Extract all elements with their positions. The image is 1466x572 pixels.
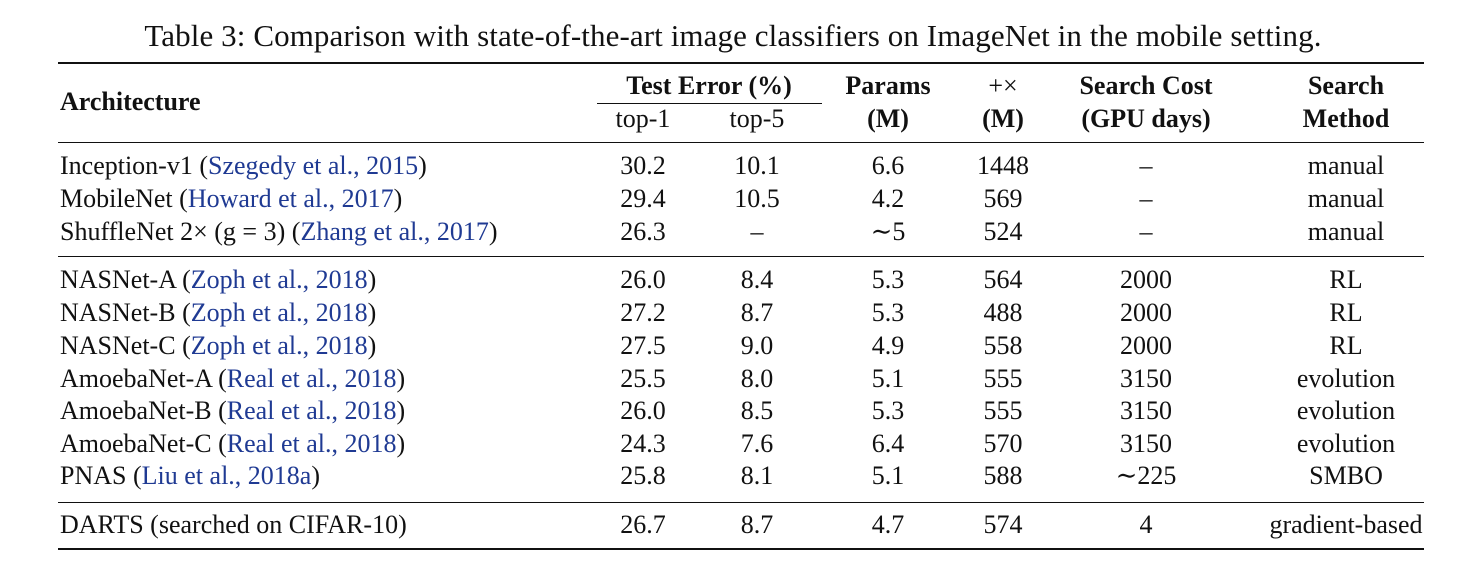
cell-multadds: 558 xyxy=(983,331,1023,360)
header-search-cost: Search Cost xyxy=(1079,71,1213,100)
row-architecture: AmoebaNet-C (Real et al., 2018) xyxy=(60,429,406,458)
cell-cost: 3150 xyxy=(1120,396,1172,425)
header-test-error: Test Error (%) xyxy=(626,71,792,100)
header-multadds: +× xyxy=(988,71,1018,100)
cell-top1: 27.2 xyxy=(620,298,666,327)
header-architecture: Architecture xyxy=(60,87,201,116)
citation-link[interactable]: Real et al., 2018 xyxy=(226,364,397,393)
cell-top5: – xyxy=(750,217,764,246)
row-architecture: NASNet-A (Zoph et al., 2018) xyxy=(60,265,377,294)
cell-multadds: 1448 xyxy=(977,151,1029,180)
cell-params: ∼5 xyxy=(870,217,906,246)
cell-top5: 8.4 xyxy=(740,265,774,294)
cell-multadds: 570 xyxy=(983,429,1023,458)
citation-link[interactable]: Zoph et al., 2018 xyxy=(190,331,368,360)
cell-cost: ∼225 xyxy=(1115,461,1177,490)
cell-multadds: 555 xyxy=(983,364,1023,393)
cell-top5: 7.6 xyxy=(740,429,774,458)
cell-method: gradient-based xyxy=(1269,510,1423,539)
header-top5: top-5 xyxy=(729,104,785,133)
cell-params: 4.9 xyxy=(871,331,905,360)
cell-method: manual xyxy=(1307,217,1385,246)
cell-top1: 25.5 xyxy=(620,364,666,393)
cell-cost: 2000 xyxy=(1120,265,1172,294)
cell-multadds: 564 xyxy=(983,265,1023,294)
cell-method: RL xyxy=(1329,265,1363,294)
cell-cost: 2000 xyxy=(1120,331,1172,360)
row-architecture: MobileNet (Howard et al., 2017) xyxy=(60,184,403,213)
architecture-name: Inception-v1 xyxy=(60,151,193,180)
group-rule-1 xyxy=(58,256,1424,257)
row-architecture: PNAS (Liu et al., 2018a) xyxy=(60,461,321,490)
architecture-name: PNAS xyxy=(60,461,127,490)
cell-top5: 8.0 xyxy=(740,364,774,393)
cell-multadds: 488 xyxy=(983,298,1023,327)
row-architecture: ShuffleNet 2× (g = 3) (Zhang et al., 2017) xyxy=(60,217,498,246)
cell-top5: 8.7 xyxy=(740,510,774,539)
cell-top1: 26.0 xyxy=(620,265,666,294)
row-architecture: NASNet-B (Zoph et al., 2018) xyxy=(60,298,377,327)
cell-method: manual xyxy=(1307,151,1385,180)
architecture-name: MobileNet xyxy=(60,184,173,213)
cell-top1: 27.5 xyxy=(620,331,666,360)
cell-top1: 26.0 xyxy=(620,396,666,425)
architecture-name: NASNet-A xyxy=(60,265,176,294)
row-architecture xyxy=(60,509,407,541)
cell-multadds: 574 xyxy=(983,510,1023,539)
header-rule xyxy=(58,142,1424,143)
header-search-method: Search xyxy=(1307,71,1385,100)
citation-link[interactable]: Szegedy et al., 2015 xyxy=(208,151,419,180)
architecture-name: NASNet-C xyxy=(60,331,176,360)
cell-params: 5.3 xyxy=(871,298,905,327)
cell-method: manual xyxy=(1307,184,1385,213)
architecture-name: DARTS (searched on CIFAR-10) xyxy=(60,510,407,539)
cell-params: 5.1 xyxy=(871,364,905,393)
cell-method: evolution xyxy=(1296,396,1396,425)
cell-top1: 26.3 xyxy=(620,217,666,246)
citation-link[interactable]: Real et al., 2018 xyxy=(226,429,397,458)
citation-link[interactable]: Zhang et al., 2017 xyxy=(300,217,489,246)
architecture-name: NASNet-B xyxy=(60,298,176,327)
cell-cost: 3150 xyxy=(1120,429,1172,458)
cell-method: RL xyxy=(1329,331,1363,360)
cell-cost: 2000 xyxy=(1120,298,1172,327)
cell-top5: 9.0 xyxy=(740,331,774,360)
table-caption: Table 3: Comparison with state-of-the-art image classifiers on ImageNet in the mobile setting. xyxy=(144,18,1322,53)
citation-link[interactable]: Real et al., 2018 xyxy=(226,396,397,425)
cell-multadds: 555 xyxy=(983,396,1023,425)
row-architecture: NASNet-C (Zoph et al., 2018) xyxy=(60,331,377,360)
cell-method: SMBO xyxy=(1309,461,1383,490)
cell-cost: 4 xyxy=(1139,510,1153,539)
cell-method: evolution xyxy=(1296,364,1396,393)
cell-params: 5.3 xyxy=(871,265,905,294)
cell-cost: – xyxy=(1139,151,1153,180)
row-architecture: AmoebaNet-B (Real et al., 2018) xyxy=(60,396,406,425)
cell-cost: 3150 xyxy=(1120,364,1172,393)
cell-top1: 26.7 xyxy=(620,510,666,539)
cell-params: 4.2 xyxy=(871,184,905,213)
citation-link[interactable]: Zoph et al., 2018 xyxy=(190,298,368,327)
cell-top1: 29.4 xyxy=(620,184,666,213)
cell-multadds: 524 xyxy=(983,217,1023,246)
header-multadds-unit: (M) xyxy=(982,104,1024,133)
cell-multadds: 569 xyxy=(983,184,1023,213)
citation-link[interactable]: Zoph et al., 2018 xyxy=(190,265,368,294)
architecture-name: AmoebaNet-B xyxy=(60,396,212,425)
header-top1: top-1 xyxy=(615,104,671,133)
header-search-cost-unit: (GPU days) xyxy=(1081,104,1211,133)
header-params: Params xyxy=(845,71,931,100)
architecture-name: AmoebaNet-C xyxy=(60,429,212,458)
architecture-name: AmoebaNet-A xyxy=(60,364,212,393)
cell-multadds: 588 xyxy=(983,461,1023,490)
cell-top1: 30.2 xyxy=(620,151,666,180)
cell-top5: 10.1 xyxy=(734,151,780,180)
cell-top5: 8.5 xyxy=(740,396,774,425)
cell-method: evolution xyxy=(1296,429,1396,458)
cell-params: 5.3 xyxy=(871,396,905,425)
top-rule xyxy=(58,62,1424,64)
architecture-name: ShuffleNet 2× (g = 3) xyxy=(60,217,286,246)
group-rule-2 xyxy=(58,502,1424,503)
cell-top5: 10.5 xyxy=(734,184,780,213)
row-architecture: AmoebaNet-A (Real et al., 2018) xyxy=(60,364,406,393)
cell-top5: 8.1 xyxy=(740,461,774,490)
header-search-method-l2: Method xyxy=(1302,104,1390,133)
cell-method: RL xyxy=(1329,298,1363,327)
cell-params: 4.7 xyxy=(871,510,905,539)
citation-link[interactable]: Liu et al., 2018a xyxy=(141,461,312,490)
cell-cost: – xyxy=(1139,217,1153,246)
cell-params: 6.6 xyxy=(871,151,905,180)
header-params-unit: (M) xyxy=(867,104,909,133)
cell-top1: 25.8 xyxy=(620,461,666,490)
cell-top5: 8.7 xyxy=(740,298,774,327)
citation-link[interactable]: Howard et al., 2017 xyxy=(187,184,394,213)
cell-params: 6.4 xyxy=(871,429,905,458)
cell-top1: 24.3 xyxy=(620,429,666,458)
cell-cost: – xyxy=(1139,184,1153,213)
cell-params: 5.1 xyxy=(871,461,905,490)
row-architecture: Inception-v1 (Szegedy et al., 2015) xyxy=(60,151,427,180)
bottom-rule xyxy=(58,548,1424,550)
